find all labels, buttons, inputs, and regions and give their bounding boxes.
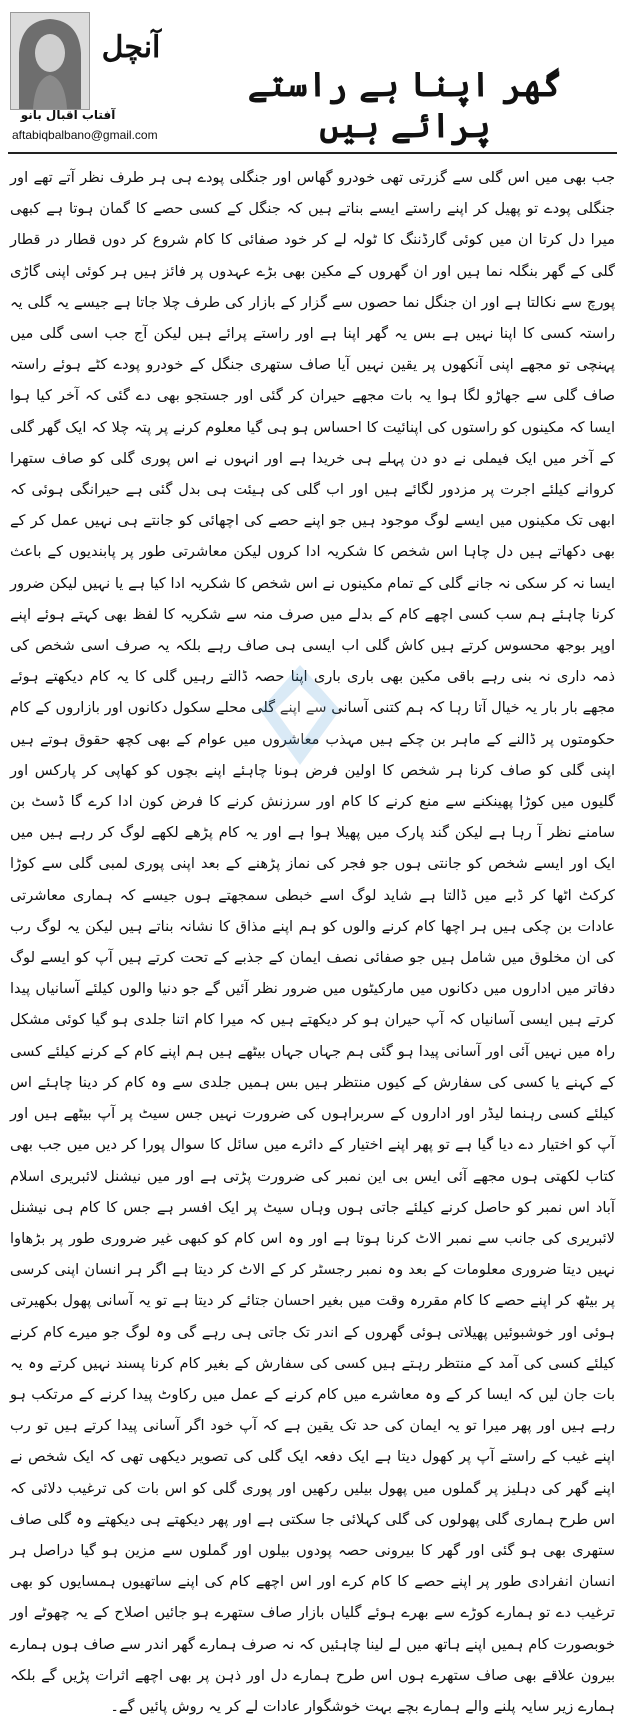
article-paragraph: جب بھی میں اس گلی سے گزرتی تھی خودرو گھاس اور جنگلی پودے ہی ہر طرف نظر آتے تھے اور جنگلی پودے تو پھیل کر اپنے راستے ایسے بناتے ہیں کہ جنگل کے کسی حصے کا گمان ہوتا ہے کبھی میرا دل کرتا ان میں کوئی گارڈننگ کا ٹولہ لے کر خود صفائی کا کام شروع کر دوں قطار در قطار گلی کے گھر بنگلہ نما ہیں اور ان گھروں کے مکین بھی بڑے عہدوں پر فائز ہیں ہر کوئی اپنی گاڑی پورچ سے نکالتا ہے اور ان جنگل نما حصوں سے گزار کے بازار کی طرف چلا جاتا ہے جیسے یہ گلی یہ راستہ کسی کا اپنا نہیں ہے بس یہ گھر اپنا ہے اور راستے پرائے ہیں لیکن آج جب اسی گلی میں پہنچی تو مجھے اپنی آنکھوں پر یقین نہیں آیا صاف ستھری جنگل کے خودرو پودے کٹے ہوئے راستہ صاف گلی سے جھاڑو لگا ہوا یہ بات مجھے حیران کر گئی اور جستجو بھی دے گئی کہ آخر کیا ہوا ایسا کہ مکینوں کو راستوں کی اپنائیت کا احساس ہو ہی گیا معلوم کرنے پر پتہ چلا کہ ایک گھر گلی کے آخر میں ایک فیملی نے دو دن پہلے ہی خریدا ہے اور انہوں نے اس پوری گلی کو صاف ستھرا کروانے کیلئے اجرت پر مزدور لگائے ہیں اور اب گلی کی ہیئت ہی بدل گئی ہے حیرانگی ہوئی کہ ابھی تک مکینوں میں ایسے لوگ موجود ہیں جو اپنے حصے کی اچھائی کو جانتے ہی نہیں عمل کر کے بھی دکھاتے ہیں دل چاہا اس شخص کا شکریہ ادا کروں لیکن معاشرتی طور پر پابندیوں کے باعث ایسا نہ کر سکی نہ جانے گلی کے تمام مکینوں نے اس شخص کا شکریہ ادا کیا ہے یا نہیں لیکن ضرور کرنا چاہئے ہم سب کسی اچھے کام کے بدلے میں صرف منہ سے شکریہ کا لفظ بھی کہتے ہوئے اپنے اوپر بوجھ محسوس کرتے ہیں کاش گلی اب ایسی ہی صاف رہے بلکہ یہ صرف اسی شخص کی ذمہ داری نہ بنی رہے باقی مکین بھی باری باری اپنا حصہ ڈالتے رہیں گلی کا یہ کام دیکھتے ہوئے مجھے بار بار یہ خیال آتا رہا کہ ہم کتنی آسانی سے اپنے گلی محلے سکول دکانوں اور بازاروں کے کام حکومتوں پر ڈالنے کے ماہر بن چکے ہیں مہذب معاشروں میں عوام کے بھی کچھ حقوق ہوتے ہیں اپنی گلی کو صاف کرنا ہر شخص کا اولین فرض ہونا چاہئے اپنے بچوں کو کھاپی کر پارکس اور گلیوں میں کوڑا پھینکنے سے منع کرنے کا کام اور سرزنش کرنے کا فرض کون ادا کرے گا ڈسٹ بن سامنے نظر آ رہا ہے لیکن گند پارک میں پھیلا ہوا ہے اور یہ کام پڑھے لکھے لوگ کر رہے ہیں میں ایک اور ایسے شخص کو جانتی ہوں جو فجر کی نماز پڑھنے کے بعد اپنی پوری لمبی گلی سے کوڑا کرکٹ اٹھا کر ڈبے میں ڈالتا ہے شاید لوگ اسے خبطی سمجھتے ہوں جیسے کہ ہماری معاشرتی عادات بن چکی ہیں ہر اچھا کام کرنے والوں کو ہم اپنے مذاق کا نشانہ بناتے ہیں لیکن یہ لوگ رب کی ان مخلوق میں شامل ہیں جو صفائی نصف ایمان کے جذبے کے تحت کرتے ہیں آپ کو ایسے لوگ دفاتر میں اداروں میں دکانوں میں مارکیٹوں میں ضرور نظر آئیں گے جو دنیا والوں کیلئے آسانیاں پیدا کرتے ہیں ایسی آسانیاں کہ آپ حیران ہو کر دیکھتے ہیں کہ میرا کام اتنا جلدی ہو گیا کوئی مشکل راہ میں نہیں آئی اور آسانی پیدا ہو گئی ہم جہاں جہاں بیٹھے ہیں ہم اپنے کام کے کرنے کیلئے کسی کے کہنے یا کسی کی سفارش کے کیوں منتظر ہیں بس ہمیں جلدی سے وہ کام کر دینا چاہئے اس کیلئے کسی رہنما لیڈر اور اداروں کے سربراہوں کی ضرورت نہیں جس سیٹ پر آپ بیٹھے ہیں اور آپ کو اختیار دے دیا گیا ہے تو پھر اپنے اختیار کے دائرے میں سائل کا سوال پورا کر دیں میں جب بھی کتاب لکھتی ہوں مجھے آئی ایس بی این نمبر کی ضرورت پڑتی ہے اور میں نیشنل لائبریری اسلام آباد اس نمبر کو حاصل کرنے کیلئے جاتی ہوں وہاں سیٹ پر ایک افسر ہے جس کا کام ہی نیشنل لائبریری کی جانب سے نمبر الاٹ کرنا ہوتا ہے اور وہ اس کام کو کبھی غیر ضروری طور پر بڑھاوا نہیں دیتا ضروری معلومات کے بعد وہ نمبر رجسٹر کر کے الاٹ کر دیتا ہے اگر ہر انسان اپنی کرسی پر بیٹھ کر اپنے حصے کا کام مقررہ وقت میں بغیر احسان جتائے کر دیتا ہے تو یہ آسانی پھول بکھیرتی ہوئی اور خوشبوئیں پھیلاتی ہوئی گھروں کے اندر تک جاتی ہی رہے گی وہ لوگ جو میرے کام کرنے کیلئے کسی کی آمد کے منتظر رہتے ہیں کسی کی سفارش کے بغیر کام کرنا پسند نہیں کرتے وہ یہ بات جان لیں کہ ایسا کر کے وہ معاشرے میں کام کرنے کے عمل میں رکاوٹ پیدا کرنے کے مرتکب ہو رہے ہیں اور پھر میرا تو یہ ایمان کی حد تک یقین ہے کہ آپ خود اگر آسانی پیدا کرتے ہیں تو رب اپنے غیب کے راستے آپ پر کھول دیتا ہے ایک دفعہ ایک گلی کی تصویر دیکھی تھی کہ ایک شخص نے اپنے گھر کی دہلیز پر گملوں میں پھول بیلیں رکھیں اور پوری گلی کو اس بات کی ترغیب دلائی کہ اس طرح ہماری گلی پھولوں کی گلی کہلائی جا سکتی ہے اور پھر دیکھتے ہی دیکھتے وہ گلی صاف ستھری بھی ہو گئی اور گھر کا بیرونی حصہ پودوں بیلوں اور گملوں سے مزین ہو گیا دراصل ہر انسان انفرادی طور پر اپنے حصے کا کام کرے اور اس اچھے کام کی اپنے ساتھیوں ہمسایوں کو بھی ترغیب دے تو ہمارے کوڑے سے بھرے ہوئے گلیاں بازار صاف ستھرے ہو جائیں اصلاح کے یہ چھوٹے اور خوبصورت کام ہمیں اپنے ہاتھ میں لے لینا چاہئیں کہ نہ صرف ہمارے گھر اندر سے صاف ہوں ہمارے بیرون علاقے بھی صاف ستھرے ہوں اس طرح ہمارے دل اور ذہن پر بھی اچھے اثرات پڑیں گے بلکہ ہمارے زیر سایہ پلنے والے ہمارے بچے بہت خوشگوار عادات لے کر یہ روش پائیں گے۔ [10,169,615,1715]
author-portrait-icon [11,13,89,109]
header-divider [8,152,617,154]
article-body [10,162,615,1715]
article-header [0,0,625,150]
author-name: آفتاب اقبال بانو [20,108,116,122]
author-email[interactable]: aftabiqbalbano@gmail.com [12,128,158,142]
headline: گھر اپنا ہے راستے پرائے ہیں [247,65,563,146]
column-name: آنچل [101,30,161,65]
author-photo [10,12,90,110]
